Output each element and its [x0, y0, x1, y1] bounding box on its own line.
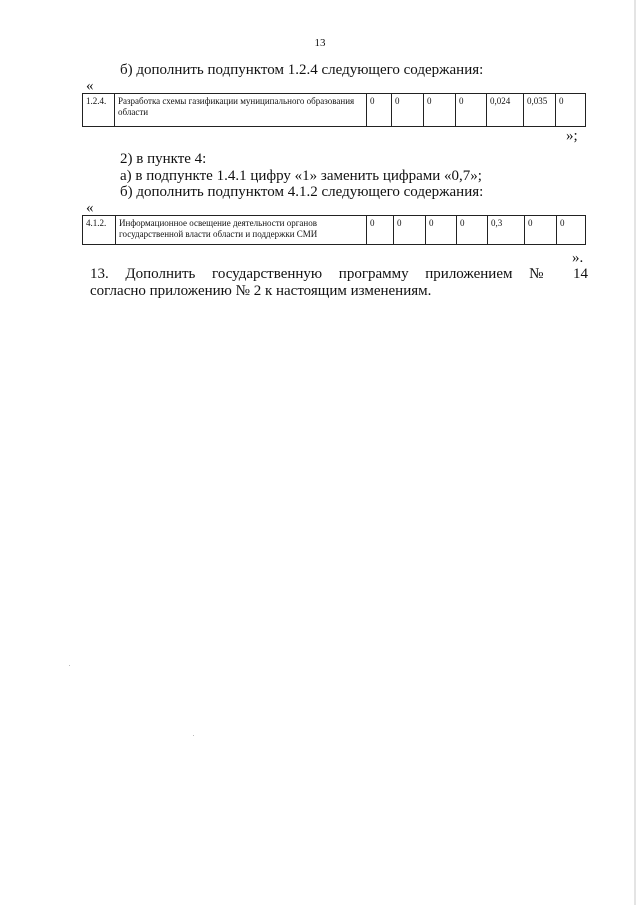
- cell-description: Информационное освещение деятельности органов государственной власти области и поддержки СМИ: [116, 216, 367, 245]
- cell-value: 0: [367, 94, 392, 127]
- cell-value: 0,024: [487, 94, 524, 127]
- cell-description: Разработка схемы газификации муниципального образования области: [115, 94, 367, 127]
- item-13-line-1: 13. Дополнить государственную программу приложением № 14: [90, 266, 588, 282]
- cell-value: 0: [456, 94, 487, 127]
- cell-value: 0: [394, 216, 426, 245]
- cell-code: 1.2.4.: [83, 94, 115, 127]
- scan-speck: [193, 735, 194, 736]
- close-quote-1: »;: [566, 128, 578, 144]
- cell-value: 0: [426, 216, 457, 245]
- open-quote-2: «: [86, 200, 94, 216]
- page-number: 13: [314, 37, 326, 49]
- table-row: [83, 216, 586, 245]
- item-13-line-2: согласно приложению № 2 к настоящим изменениям.: [90, 283, 432, 299]
- item-2-sub-a: а) в подпункте 1.4.1 цифру «1» заменить цифрами «0,7»;: [120, 168, 482, 184]
- item-2-sub-b: б) дополнить подпунктом 4.1.2 следующего содержания:: [120, 184, 484, 200]
- cell-value: 0: [367, 216, 394, 245]
- cell-value: 0: [525, 216, 557, 245]
- cell-value: 0: [392, 94, 424, 127]
- cell-value: 0,3: [488, 216, 525, 245]
- cell-value: 0: [556, 94, 586, 127]
- open-quote-1: «: [86, 78, 94, 94]
- cell-code: 4.1.2.: [83, 216, 116, 245]
- cell-value: 0: [424, 94, 456, 127]
- cell-value: 0,035: [524, 94, 556, 127]
- cell-value: 0: [557, 216, 586, 245]
- scan-speck: [69, 665, 70, 666]
- close-quote-2: ».: [572, 250, 584, 266]
- cell-value: 0: [457, 216, 488, 245]
- amendment-table-1-2-4: [82, 93, 586, 127]
- item-2-title: 2) в пункте 4:: [120, 151, 207, 167]
- amendment-table-4-1-2: [82, 215, 586, 245]
- scan-edge: [634, 0, 636, 905]
- table-row: [83, 94, 586, 127]
- section-b-add-1-2-4: б) дополнить подпунктом 1.2.4 следующего содержания:: [120, 62, 484, 78]
